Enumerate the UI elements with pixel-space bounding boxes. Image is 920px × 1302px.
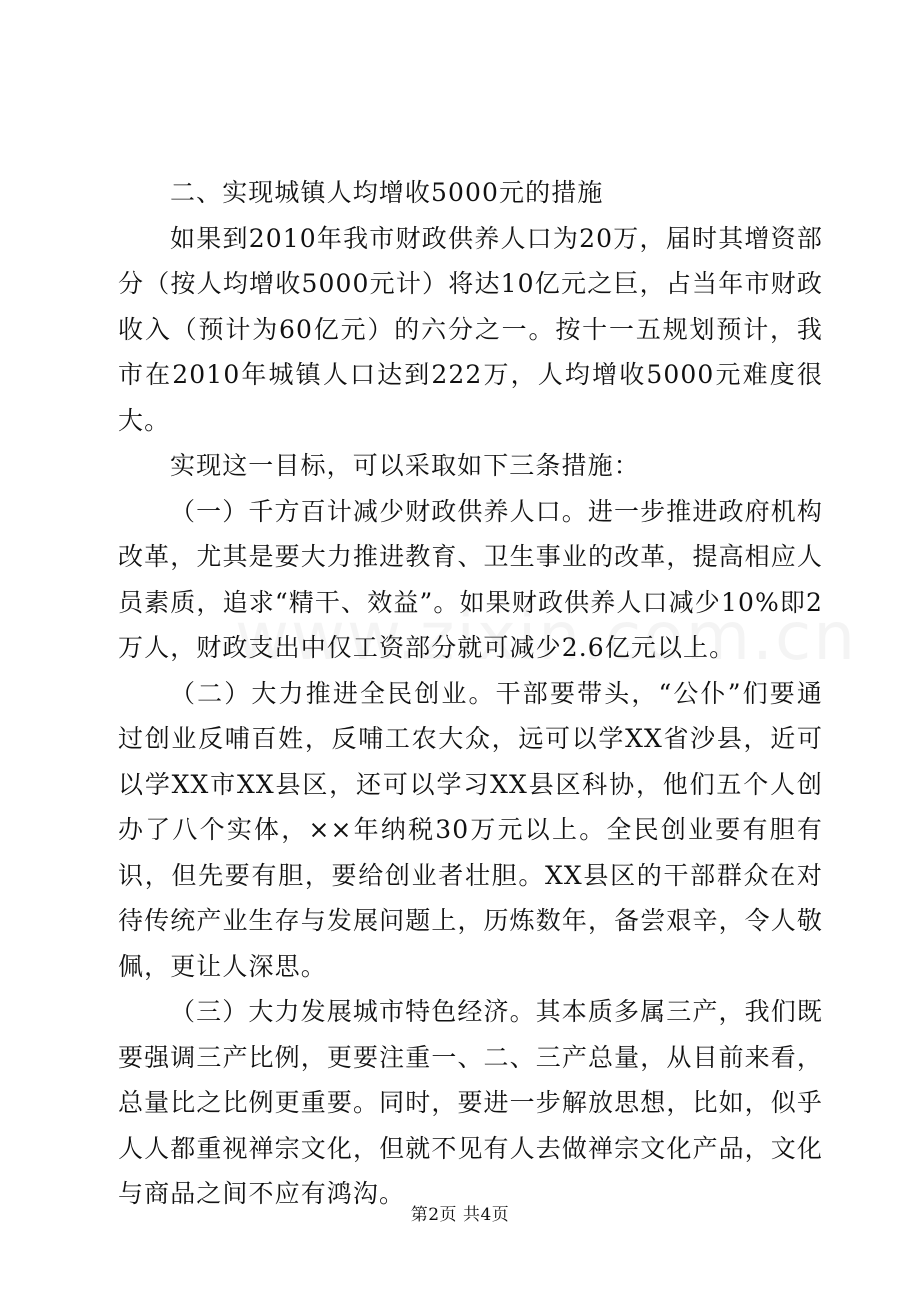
paragraph-1: 如果到2010年我市财政供养人口为20万，届时其增资部分（按人均增收5000元计）将达10亿元之巨，占当年市财政收入（预计为60亿元）的六分之一。按十一五规划预计，我市在2010年城镇人口达到222万，人均增收5000元难度很大。 [118,223,823,435]
section-heading: 二、实现城镇人均增收5000元的措施 [170,178,604,207]
page-number: 第2页 共4页 [410,1205,510,1225]
page-footer [0,1200,920,1225]
paragraph-3: （一）千方百计减少财政供养人口。进一步推进政府机构改革，尤其是要大力推进教育、卫生事业的改革，提高相应人员素质，追求“精干、效益”。如果财政供养人口减少10%即2万人，财政支出中仅工资部分就可减少2.6亿元以上。 [118,496,823,662]
paragraph-5: （三）大力发展城市特色经济。其本质多属三产，我们既要强调三产比例，更要注重一、二、三产总量，从目前来看，总量比之比例更重要。同时，要进一步解放思想，比如，似乎人人都重视禅宗文化，但就不见有人去做禅宗文化产品，文化与商品之间不应有鸿沟。 [118,997,823,1208]
document-body [118,170,823,1217]
paragraph-2: 实现这一目标，可以采取如下三条措施： [170,451,640,480]
paragraph-4: （二）大力推进全民创业。干部要带头，“公仆”们要通过创业反哺百姓，反哺工农大众，远可以学XX省沙县，近可以学XX市XX县区，还可以学习XX县区科协，他们五个人创办了八个实体，××年纳税30万元以上。全民创业要有胆有识，但先要有胆，要给创业者壮胆。XX县区的干部群众在对待传统产业生存与发展问题上，历炼数年，备尝艰辛，令人敬佩，更让人深思。 [118,678,823,981]
